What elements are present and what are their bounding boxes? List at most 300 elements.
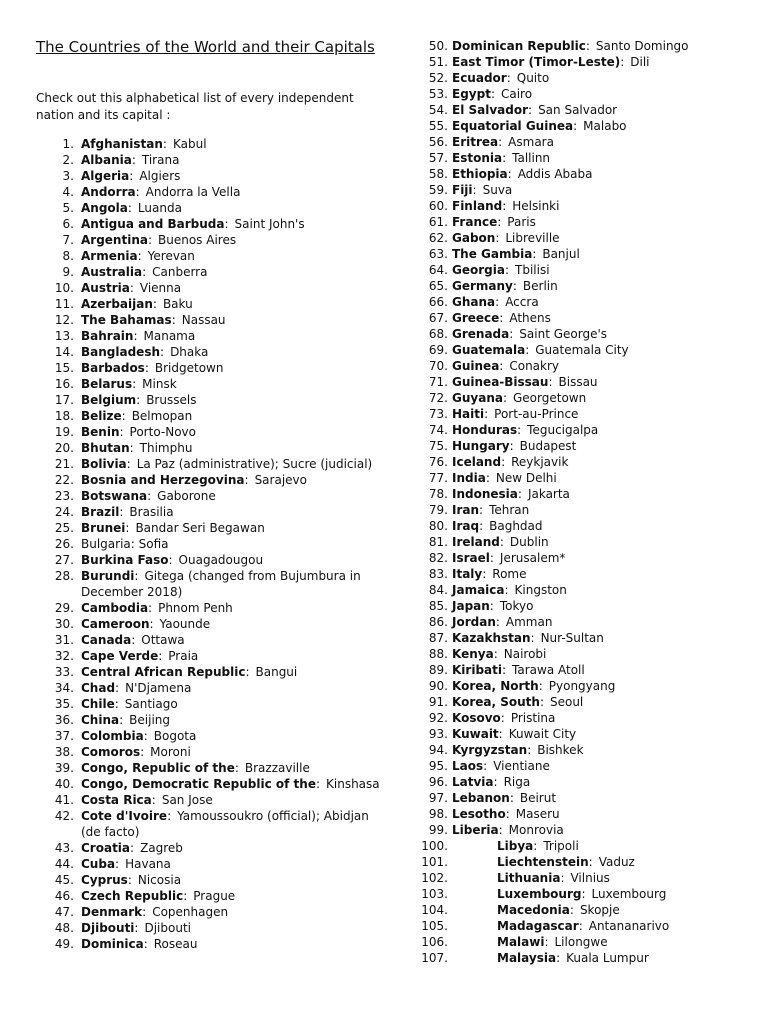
capital-name: Gitega (changed from Bujumbura in December 2018) <box>81 569 361 599</box>
capital-name: Riga <box>503 775 531 789</box>
item-number: 73. <box>428 407 448 421</box>
separator: : <box>569 903 574 917</box>
item-number: 9. <box>62 265 74 279</box>
country-name: Costa Rica <box>81 793 152 807</box>
item-text <box>81 136 380 152</box>
country-name: India <box>452 471 486 485</box>
country-name: Denmark <box>81 905 143 919</box>
capital-name: Roseau <box>153 937 198 951</box>
capital-name: Kuala Lumpur <box>566 951 649 965</box>
list-item <box>418 534 763 550</box>
separator: : <box>538 679 543 693</box>
country-name: Afghanistan <box>81 137 163 151</box>
country-name: Burkina Faso <box>81 553 169 567</box>
country-name: Albania <box>81 153 132 167</box>
country-name: Bosnia and Herzegovina <box>81 473 245 487</box>
separator: : <box>530 631 535 645</box>
item-number: 69. <box>428 343 448 357</box>
item-text <box>452 182 763 198</box>
country-name: Congo, Republic of the <box>81 761 235 775</box>
item-text <box>81 552 380 568</box>
item-text <box>497 902 763 918</box>
item-text <box>497 838 763 854</box>
list-item <box>40 760 380 776</box>
item-number: 56. <box>428 135 448 149</box>
item-number: 24. <box>54 505 74 519</box>
item-number: 17. <box>54 393 74 407</box>
item-text <box>452 118 763 134</box>
item-number: 18. <box>54 409 74 423</box>
item-number: 44. <box>54 857 74 871</box>
item-number: 72. <box>428 391 448 405</box>
item-number: 36. <box>54 713 74 727</box>
separator: : <box>499 535 504 549</box>
capital-name: Reykjavik <box>511 455 569 469</box>
item-number: 7. <box>62 233 74 247</box>
separator: : <box>144 361 149 375</box>
list-item <box>418 902 763 918</box>
capital-name: Moroni <box>150 745 191 759</box>
list-item <box>40 488 380 504</box>
separator: : <box>134 921 139 935</box>
country-name: Kosovo <box>452 711 501 725</box>
separator: : <box>509 327 514 341</box>
list-item <box>40 296 380 312</box>
country-name: Estonia <box>452 151 503 165</box>
list-item <box>40 616 380 632</box>
list-item <box>418 550 763 566</box>
capital-name: Saint George's <box>519 327 608 341</box>
country-name: Guatemala <box>452 343 526 357</box>
capital-name: Kuwait City <box>508 727 577 741</box>
item-number: 43. <box>54 841 74 855</box>
item-number: 53. <box>428 87 448 101</box>
item-number: 58. <box>428 167 448 181</box>
separator: : <box>130 841 135 855</box>
country-name: The Gambia <box>452 247 533 261</box>
country-name: Central African Republic <box>81 665 246 679</box>
list-item <box>40 408 380 424</box>
list-item <box>40 264 380 280</box>
country-name: Austria <box>81 281 130 295</box>
list-item <box>40 168 380 184</box>
country-name: Ireland <box>452 535 500 549</box>
item-number: 99. <box>428 823 448 837</box>
country-name: Botswana <box>81 489 148 503</box>
item-text <box>81 392 380 408</box>
list-item <box>418 326 763 342</box>
item-number: 80. <box>428 519 448 533</box>
capital-name: Thimphu <box>139 441 193 455</box>
country-name: Gabon <box>452 231 496 245</box>
separator: : <box>504 583 509 597</box>
item-number: 102. <box>421 871 448 885</box>
list-item <box>418 294 763 310</box>
item-text <box>81 536 380 552</box>
list-item <box>418 438 763 454</box>
list-item <box>40 152 380 168</box>
country-name: Latvia <box>452 775 494 789</box>
item-text <box>452 38 763 54</box>
item-text <box>452 454 763 470</box>
list-item <box>40 472 380 488</box>
capital-name: Monrovia <box>508 823 564 837</box>
list-item <box>40 696 380 712</box>
item-number: 22. <box>54 473 74 487</box>
separator: : <box>512 279 517 293</box>
item-text <box>452 486 763 502</box>
capital-name: Djibouti <box>144 921 191 935</box>
country-name: Cameroon <box>81 617 150 631</box>
list-item <box>40 600 380 616</box>
separator: : <box>498 727 503 741</box>
item-text <box>81 888 380 904</box>
separator: : <box>114 697 119 711</box>
separator: : <box>489 551 494 565</box>
separator: : <box>500 711 505 725</box>
country-name: Japan <box>452 599 490 613</box>
capital-name: Antananarivo <box>588 919 670 933</box>
capital-name: Beijing <box>129 713 170 727</box>
capital-name: Andorra la Vella <box>145 185 241 199</box>
list-item <box>418 246 763 262</box>
item-text <box>81 872 380 888</box>
item-text <box>81 776 380 792</box>
item-number: 67. <box>428 311 448 325</box>
item-number: 77. <box>428 471 448 485</box>
item-text <box>452 822 763 838</box>
country-name: Greece <box>452 311 500 325</box>
item-number: 27. <box>54 553 74 567</box>
capital-name: Georgetown <box>513 391 587 405</box>
capital-name: Bulgaria: Sofia <box>81 537 169 551</box>
item-number: 59. <box>428 183 448 197</box>
capital-name: San Jose <box>161 793 213 807</box>
country-name: Lebanon <box>452 791 510 805</box>
item-text <box>81 712 380 728</box>
list-item <box>418 70 763 86</box>
list-item <box>40 424 380 440</box>
item-number: 55. <box>428 119 448 133</box>
country-name: Djibouti <box>81 921 135 935</box>
capital-name: Lilongwe <box>554 935 608 949</box>
country-name: Armenia <box>81 249 138 263</box>
item-number: 94. <box>428 743 448 757</box>
list-item <box>418 470 763 486</box>
capital-name: Luanda <box>137 201 182 215</box>
list-item <box>40 648 380 664</box>
country-name: Hungary <box>452 439 510 453</box>
capital-name: Nur-Sultan <box>540 631 604 645</box>
country-name: Lesotho <box>452 807 506 821</box>
country-name: Dominica <box>81 937 144 951</box>
item-number: 13. <box>54 329 74 343</box>
item-text <box>81 744 380 760</box>
list-item <box>418 838 763 854</box>
separator: : <box>115 857 120 871</box>
country-name: Bolivia <box>81 457 127 471</box>
capital-name: Kingston <box>514 583 567 597</box>
separator: : <box>498 135 503 149</box>
country-name: El Salvador <box>452 103 529 117</box>
capital-name: Baku <box>162 297 193 311</box>
separator: : <box>119 505 124 519</box>
list-item <box>40 680 380 696</box>
list-item <box>418 182 763 198</box>
capital-name: Praia <box>168 649 199 663</box>
separator: : <box>115 681 120 695</box>
item-text <box>81 184 380 200</box>
item-number: 3. <box>62 169 74 183</box>
item-text <box>81 440 380 456</box>
country-name: Libya <box>497 839 534 853</box>
separator: : <box>479 503 484 517</box>
item-text <box>452 54 763 70</box>
country-name: Colombia <box>81 729 144 743</box>
separator: : <box>506 71 511 85</box>
item-number: 31. <box>54 633 74 647</box>
item-number: 88. <box>428 647 448 661</box>
item-number: 23. <box>54 489 74 503</box>
capital-name: Bogota <box>153 729 197 743</box>
separator: : <box>132 377 137 391</box>
item-number: 1. <box>62 137 74 151</box>
item-number: 104. <box>421 903 448 917</box>
capital-name: Ottawa <box>141 633 185 647</box>
list-item <box>418 790 763 806</box>
list-item <box>418 54 763 70</box>
item-number: 97. <box>428 791 448 805</box>
country-name: Bhutan <box>81 441 130 455</box>
item-text <box>452 102 763 118</box>
item-number: 10. <box>54 281 74 295</box>
list-item <box>40 280 380 296</box>
item-number: 101. <box>421 855 448 869</box>
country-name: Belgium <box>81 393 137 407</box>
list-item <box>418 422 763 438</box>
list-item <box>418 166 763 182</box>
list-item <box>418 582 763 598</box>
separator: : <box>588 855 593 869</box>
item-number: 2. <box>62 153 74 167</box>
capital-name: Tallinn <box>512 151 551 165</box>
page-title: The Countries of the World and their Capitals <box>36 38 375 56</box>
item-text <box>452 86 763 102</box>
capital-name: Buenos Aires <box>158 233 237 247</box>
country-name: Bangladesh <box>81 345 161 359</box>
item-text <box>452 246 763 262</box>
item-number: 19. <box>54 425 74 439</box>
separator: : <box>532 247 537 261</box>
list-item <box>40 744 380 760</box>
separator: : <box>125 521 130 535</box>
item-number: 82. <box>428 551 448 565</box>
list-item <box>418 262 763 278</box>
item-text <box>81 696 380 712</box>
capital-name: Nassau <box>181 313 226 327</box>
item-number: 95. <box>428 759 448 773</box>
separator: : <box>507 167 512 181</box>
item-text <box>452 198 763 214</box>
capital-name: Vientiane <box>493 759 550 773</box>
item-text <box>81 520 380 536</box>
country-name: Barbados <box>81 361 145 375</box>
item-text <box>452 390 763 406</box>
country-name: Iran <box>452 503 480 517</box>
separator: : <box>136 393 141 407</box>
country-name: Cuba <box>81 857 116 871</box>
item-text <box>452 790 763 806</box>
separator: : <box>244 473 249 487</box>
item-text <box>81 728 380 744</box>
separator: : <box>483 759 488 773</box>
list-item <box>418 774 763 790</box>
country-name: Cambodia <box>81 601 149 615</box>
item-number: 89. <box>428 663 448 677</box>
list-item <box>40 248 380 264</box>
item-text <box>81 344 380 360</box>
country-name: Grenada <box>452 327 510 341</box>
list-item <box>418 310 763 326</box>
list-item <box>418 198 763 214</box>
capital-name: Vilnius <box>570 871 610 885</box>
list-item <box>418 710 763 726</box>
capital-name: Jakarta <box>527 487 570 501</box>
list-item <box>418 374 763 390</box>
separator: : <box>484 407 489 421</box>
item-text <box>452 614 763 630</box>
list-item <box>40 136 380 152</box>
capital-name: Port-au-Prince <box>494 407 579 421</box>
item-text <box>81 216 380 232</box>
item-number: 70. <box>428 359 448 373</box>
list-item <box>40 792 380 808</box>
item-number: 21. <box>54 457 74 471</box>
country-name: Cote d'Ivoire <box>81 809 168 823</box>
item-number: 100. <box>421 839 448 853</box>
country-name: Azerbaijan <box>81 297 153 311</box>
separator: : <box>502 199 507 213</box>
separator: : <box>533 839 538 853</box>
item-text <box>81 488 380 504</box>
item-text <box>497 934 763 950</box>
country-list-right-column <box>418 38 763 966</box>
separator: : <box>151 793 156 807</box>
item-text <box>81 360 380 376</box>
separator: : <box>578 919 583 933</box>
country-name: Malawi <box>497 935 545 949</box>
item-text <box>81 856 380 872</box>
capital-name: Brussels <box>146 393 197 407</box>
country-name: Guyana <box>452 391 503 405</box>
item-text <box>81 568 380 600</box>
capital-name: Conakry <box>509 359 560 373</box>
capital-name: Pyongyang <box>548 679 616 693</box>
item-text <box>81 904 380 920</box>
list-item <box>418 502 763 518</box>
separator: : <box>489 599 494 613</box>
item-number: 34. <box>54 681 74 695</box>
item-text <box>81 408 380 424</box>
item-text <box>452 630 763 646</box>
list-item <box>40 728 380 744</box>
capital-name: Amman <box>505 615 553 629</box>
list-item <box>418 118 763 134</box>
list-item <box>418 214 763 230</box>
list-item <box>40 808 380 840</box>
item-text <box>452 758 763 774</box>
item-text <box>81 648 380 664</box>
item-text <box>452 422 763 438</box>
item-text <box>452 294 763 310</box>
item-text <box>452 166 763 182</box>
item-number: 37. <box>54 729 74 743</box>
country-name: Cape Verde <box>81 649 159 663</box>
separator: : <box>495 231 500 245</box>
capital-name: Budapest <box>519 439 577 453</box>
item-text <box>81 680 380 696</box>
item-text <box>452 406 763 422</box>
item-number: 4. <box>62 185 74 199</box>
item-number: 6. <box>62 217 74 231</box>
separator: : <box>126 457 131 471</box>
list-item <box>418 486 763 502</box>
item-text <box>452 374 763 390</box>
capital-name: Porto-Novo <box>129 425 196 439</box>
item-text <box>452 310 763 326</box>
list-item <box>418 918 763 934</box>
item-number: 50. <box>428 39 448 53</box>
country-name: Malaysia <box>497 951 557 965</box>
separator: : <box>224 217 229 231</box>
capital-name: Berlin <box>522 279 558 293</box>
separator: : <box>505 807 510 821</box>
item-text <box>452 438 763 454</box>
item-text <box>81 936 380 952</box>
capital-name: Kinshasa <box>326 777 380 791</box>
capital-name: Tokyo <box>499 599 534 613</box>
item-number: 40. <box>54 777 74 791</box>
item-text <box>452 694 763 710</box>
country-name: Benin <box>81 425 120 439</box>
capital-name: Bridgetown <box>154 361 224 375</box>
capital-name: Cairo <box>500 87 533 101</box>
item-number: 92. <box>428 711 448 725</box>
list-item <box>418 678 763 694</box>
item-number: 96. <box>428 775 448 789</box>
list-item <box>40 216 380 232</box>
item-number: 35. <box>54 697 74 711</box>
item-text <box>81 760 380 776</box>
item-text <box>81 376 380 392</box>
country-name: China <box>81 713 120 727</box>
item-text <box>452 150 763 166</box>
country-name: Iraq <box>452 519 480 533</box>
separator: : <box>160 345 165 359</box>
separator: : <box>134 569 139 583</box>
country-name: Kenya <box>452 647 494 661</box>
item-text <box>452 806 763 822</box>
item-text <box>81 808 380 840</box>
capital-name: Pristina <box>510 711 556 725</box>
country-name: Guinea <box>452 359 500 373</box>
country-name: Equatorial Guinea <box>452 119 574 133</box>
list-item <box>40 360 380 376</box>
item-text <box>452 710 763 726</box>
country-name: Ethiopia <box>452 167 508 181</box>
capital-name: Tarawa Atoll <box>512 663 585 677</box>
separator: : <box>517 487 522 501</box>
